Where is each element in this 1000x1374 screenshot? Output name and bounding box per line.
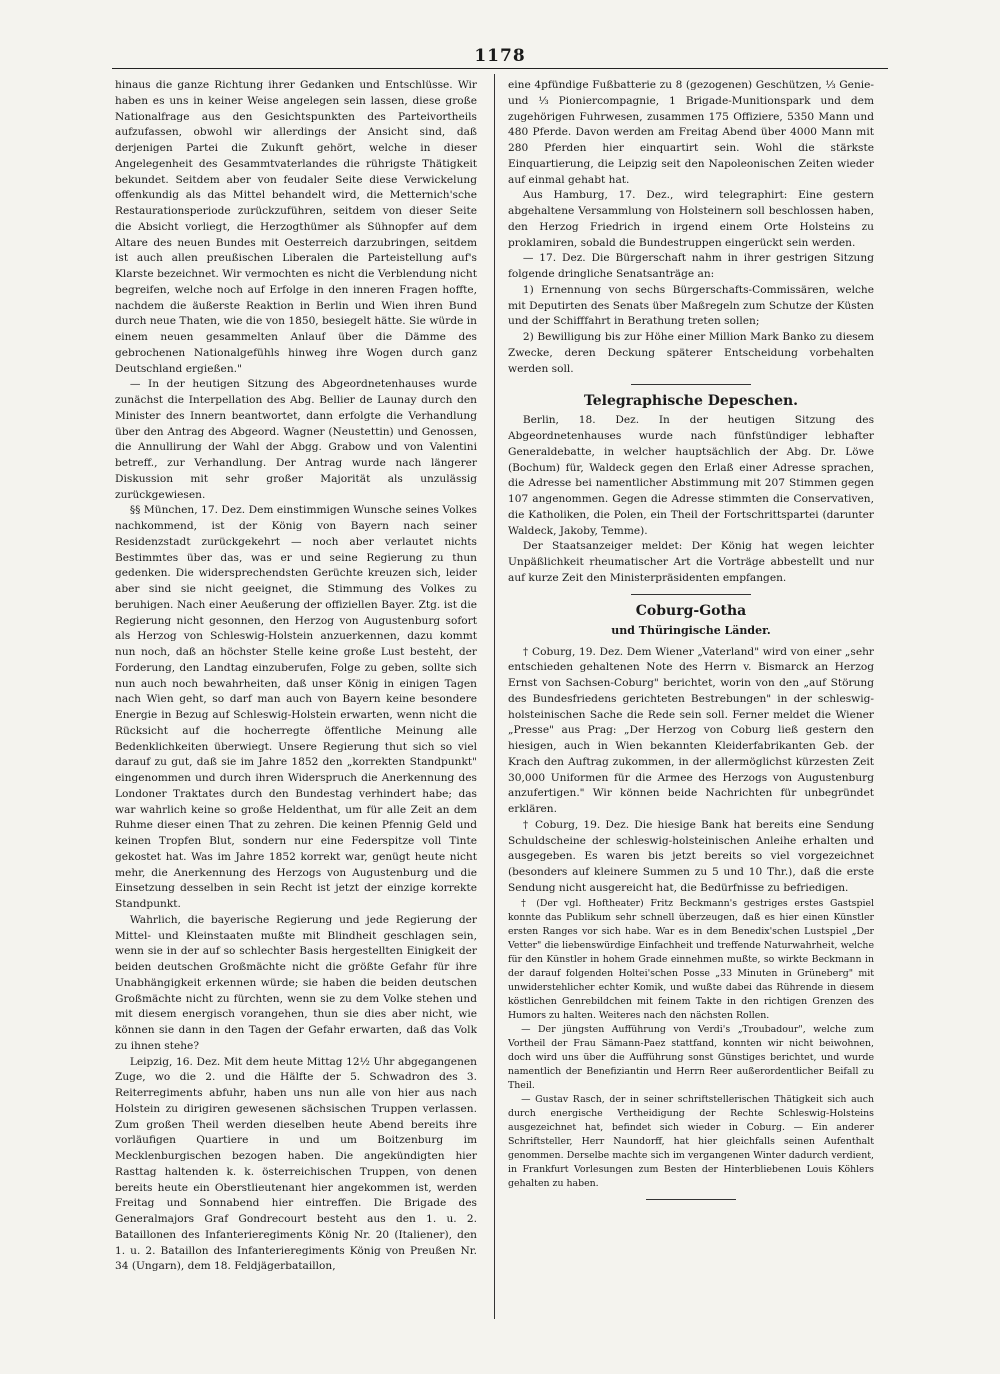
article-leipzig: Leipzig, 16. Dez. Mit dem heute Mittag 12½ Uhr abgegangenen Zuge, wo die 2. und die Hälfte der 5. Schwadron des 3. Reiterregiments abfuhr, haben uns nun alle von hier aus nach Holstein zu dirigiren gewesenen sächsischen Truppen verlassen. Zum großen Theil werden dieselben heute Abend bereits ihre vorläufigen Quartiere in und um Boitzenburg im Mecklenburgischen bezogen haben. Die angekündigten hier Rasttag haltenden k. k. österreichischen Truppen, von denen bereits heute ein Oberstlieutenant hier angekommen ist, werden Freitag und Sonnabend hier eintreffen. Die Brigade des Generalmajors Graf Gondrecourt besteht aus den 1. u. 2. Bataillonen des Infanterieregiments König Nr. 20 (Italiener), den 1. u. 2. Bataillon des Infanterieregiments König von Preußen Nr. 34 (Ungarn), dem 18. Feldjägerbataillon, [115,1055,477,1273]
column-divider [494,74,495,1319]
section-subtitle-coburg: und Thüringische Länder. [611,623,771,637]
article-theater-2: — Der jüngsten Aufführung von Verdi's „Troubadour", welche zum Vortheil der Frau Sämann-Paez stattfand, konnten wir nicht beiwohnen, doch wird uns über die Aufführung sonst Günstiges berichtet, und wurde namentlich der Benefiziantin und Herrn Reer außerordentlicher Beifall zu Theil. [508,1023,874,1091]
article-continuation: hinaus die ganze Richtung ihrer Gedanken und Entschlüsse. Wir haben es uns in keiner Weise angelegen sein lassen, diese große Nationalfrage aus den Gesichtspunkten des Parteivortheils aufzufassen, obwohl wir allerdings der Ansicht sind, daß derjenigen Partei die Zukunft gehört, welche in dieser Angelegenheit des Gesammtvaterlandes die rührigste Thätigkeit bekundet. Seitdem aber von feudaler Seite diese Verwickelung offenkundig als das Mittel behandelt wird, die Metternich'sche Restaurationsperiode zurückzuführen, seitdem von dieser Seite die Absicht vorliegt, die Herzogthümer als Sühnopfer auf dem Altare des neuen Bundes mit Oesterreich darzubringen, seitdem ist auch allen preußischen Liberalen die Parteistellung auf's Klarste bezeichnet. Wir vermochten es nicht die Verblendung nicht begreifen, welche noch auf Erfolge in den inneren Fragen hoffte, nachdem die äußerste Reaktion in Berlin und Wien ihren Bund durch neue Thaten, wie die von 1850, besiegelt hätte. Sie würde in einem neuen gesammelten Anlauf über die Dämme des gebrochenen Nationalgefühls hinweg ihre Wogen durch ganz Deutschland ergießen." [115,79,477,375]
senate-item-1: 1) Ernennung von sechs Bürgerschafts-Commissären, welche mit Deputirten des Senats über Maßregeln zum Schutze der Küsten und der Schifffahrt in Berathung treten sollen; [508,283,874,328]
article-coburg-2: † Coburg, 19. Dez. Die hiesige Bank hat bereits eine Sendung Schuldscheine der schleswig-holsteinischen Anleihe erhalten und ausgegeben. Es waren bis jetzt bereits so viel vorgezeichnet (besonders auf kleinere Summen zu 5 und 10 Thr.), daß die erste Sendung nicht ausgereicht hat, die Bedürfnisse zu befriedigen. [508,818,874,894]
article-coburg-1: † Coburg, 19. Dez. Dem Wiener „Vaterland" wird von einer „sehr entschieden gehaltenen Note des Herrn v. Bismarck an Herzog Ernst von Sachsen-Coburg" berichtet, worin von den „auf Störung des Bundesfriedens gerichteten Bestrebungen" in der schleswig-holsteinischen Sache die Rede sein soll. Ferner meldet die Wiener „Presse" aus Prag: „Der Herzog von Coburg ließ gestern den hiesigen, auch in Wien bekannten Kleiderfabrikanten Geb. der Krach den Auftrag zukommen, in der allermöglichst kürzesten Zeit 30,000 Uniformen für die Armee des Herzogs von Augustenburg anzufertigen." Wir können beide Nachrichten für unbegründet erklären. [508,645,874,815]
section-title-coburg: Coburg-Gotha [635,602,747,619]
section-separator [631,384,751,385]
article-theater-3: — Gustav Rasch, der in seiner schriftstellerischen Thätigkeit sich auch durch energische Vertheidigung der Rechte Schleswig-Holsteins ausgezeichnet hat, befindet sich wieder in Coburg. — Ein anderer Schriftsteller, Herr Naundorff, hat hier gleichfalls seinen Aufenthalt genommen. Derselbe machte sich im vergangenen Winter dadurch verdient, in Frankfurt Vorlesungen zum Besten der Hinterbliebenen Louis Köhlers gehalten zu haben. [508,1093,874,1189]
page-number: 1178 [474,46,526,66]
article-berlin: Berlin, 18. Dez. In der heutigen Sitzung des Abgeordnetenhauses wurde nach fünfstündiger lebhafter Generaldebatte, in welcher hauptsächlich der Abg. Dr. Löwe (Bochum) für, Waldeck gegen den Erlaß einer Adresse sprachen, die Adresse bei namentlicher Abstimmung mit 207 Stimmen gegen 107 angenommen. Gegen die Adresse stimmten die Conservativen, die Katholiken, die Polen, ein Theil der Fortschrittspartei (darunter Waldeck, Jakoby, Temme). [508,414,874,537]
article-hamburg: Aus Hamburg, 17. Dez., wird telegraphirt: Eine gestern abgehaltene Versammlung von Holsteinern soll beschlossen haben, den Herzog Friedrich in irgend einem Orte Holsteins zu proklamiren, sobald die Bundestruppen eingerückt sein werden. [508,189,874,249]
right-column [508,78,874,1328]
article-senate: — 17. Dez. Die Bürgerschaft nahm in ihrer gestrigen Sitzung folgende dringliche Senatsanträge an: [508,252,874,280]
section-separator [631,594,751,595]
left-column [115,78,477,1328]
article-leipzig-cont: eine 4pfündige Fußbatterie zu 8 (gezogenen) Geschützen, ⅓ Genie- und ⅓ Pioniercompagnie, 1 Brigade-Munitionspark und dem zugehörigen Fuhrwesen, zusammen 175 Offiziere, 5350 Mann und 480 Pferde. Davon werden am Freitag Abend über 4000 Mann mit 280 Pferden hier einquartirt sein. Wohl die stärkste Einquartierung, die Leipzig seit den Napoleonischen Zeiten wieder auf einmal gehabt hat. [508,79,874,186]
article-abgeordnetenhaus: — In der heutigen Sitzung des Abgeordnetenhauses wurde zunächst die Interpellation des Abg. Bellier de Launay durch den Minister des Innern beantwortet, dann erfolgte die Verhandlung über den Antrag des Abgeord. Wagner (Neustettin) und Genossen, die Annullirung der Wahl der Abgg. Grabow und von Valentini betreff., zur Verhandlung. Der Antrag wurde nach längerer Diskussion mit sehr großer Majorität als unzulässig zurückgewiesen. [115,378,477,501]
header-rule [112,68,888,69]
article-staatsanzeiger: Der Staatsanzeiger meldet: Der König hat wegen leichter Unpäßlichkeit rheumatischer Art die Vorträge abbestellt und nur auf kurze Zeit den Ministerpräsidenten empfangen. [508,540,874,584]
senate-item-2: 2) Bewilligung bis zur Höhe einer Million Mark Banko zu diesem Zwecke, deren Deckung späterer Entscheidung vorbehalten werden soll. [508,331,874,375]
article-muenchen-cont: Wahrlich, die bayerische Regierung und jede Regierung der Mittel- und Kleinstaaten mußte mit Blindheit geschlagen sein, wenn sie in der auf so schlechter Basis hergestellten Einigkeit der beiden deutschen Großmächte nicht die größte Gefahr für ihre Unabhängigkeit erkennen würde; sie haben die beiden deutschen Großmächte nicht zu fürchten, wenn sie zu dem Volke stehen und mit diesem energisch vorangehen, thun sie dies aber nicht, wie können sie dann in den Tagen der Gefahr erwarten, daß das Volk zu ihnen stehe? [115,913,477,1052]
page-header [0,44,1000,70]
article-theater-1: † (Der vgl. Hoftheater) Fritz Beckmann's gestriges erstes Gastspiel konnte das Publikum sehr schnell überzeugen, daß es hier einen Künstler ersten Ranges vor sich habe. War es in dem Benedix'schen Lustspiel „Der Vetter" die liebenswürdige Einfachheit und treffende Naturwahrheit, welche für den Künstler in hohem Grade einnehmen mußte, so wirkte Beckmann in der darauf folgenden Holtei'schen Posse „33 Minuten in Grüneberg" mit unwiderstehlicher echter Komik, und wußte dabei das Rührende in diesem köstlichen Genrebildchen mit feinem Takte in den richtigen Grenzen des Humors zu halten. Weiteres nach den nächsten Rollen. [508,897,874,1021]
section-title-telegraph: Telegraphische Depeschen. [583,393,799,410]
article-muenchen: §§ München, 17. Dez. Dem einstimmigen Wunsche seines Volkes nachkommend, ist der König von Bayern nach seiner Residenzstadt zurückgekehrt — noch aber verlautet nichts Bestimmtes über das, was er und seine Regierung zu thun gedenken. Die widersprechendsten Gerüchte kreuzen sich, leider aber sind sie nicht geeignet, die Stimmung des Volkes zu beruhigen. Nach einer Aeußerung der offiziellen Bayer. Ztg. ist die Regierung nicht gesonnen, den Herzog von Augustenburg sofort als Herzog von Schleswig-Holstein anzuerkennen, dazu kommt nun noch, daß an höchster Stelle keine große Lust besteht, der Forderung, den Landtag einzuberufen, Folge zu geben, sollte sich nun auch noch bewahrheiten, daß unser König in einigen Tagen nach Wien geht, so darf man auch von Bayern keine besondere Energie in Bezug auf Schleswig-Holstein erwarten, wenn nicht die Rücksicht auf die hocherregte öffentliche Meinung alle Bedenklichkeiten überwiegt. Unsere Regierung thut sich so viel darauf zu gut, daß sie im Jahre 1852 den „korrekten Standpunkt" eingenommen und durch ihren Widerspruch die Anerkennung des Londoner Traktates durch den Bundestag verhindert habe; das war wahrlich keine so große Heldenthat, um für alle Zeit an dem Ruhme dieser einen That zu zehren. Die keinen Pfennig Geld und keinen Tropfen Blut, sondern nur eine Federspitze voll Tinte gekostet hat. Was im Jahre 1852 korrekt war, genügt heute nicht mehr, die Anerkennung des Herzogs von Augustenburg und die Einsetzung desselben in sein Recht ist jetzt der einzige korrekte Standpunkt. [115,504,477,910]
end-rule [646,1199,736,1200]
